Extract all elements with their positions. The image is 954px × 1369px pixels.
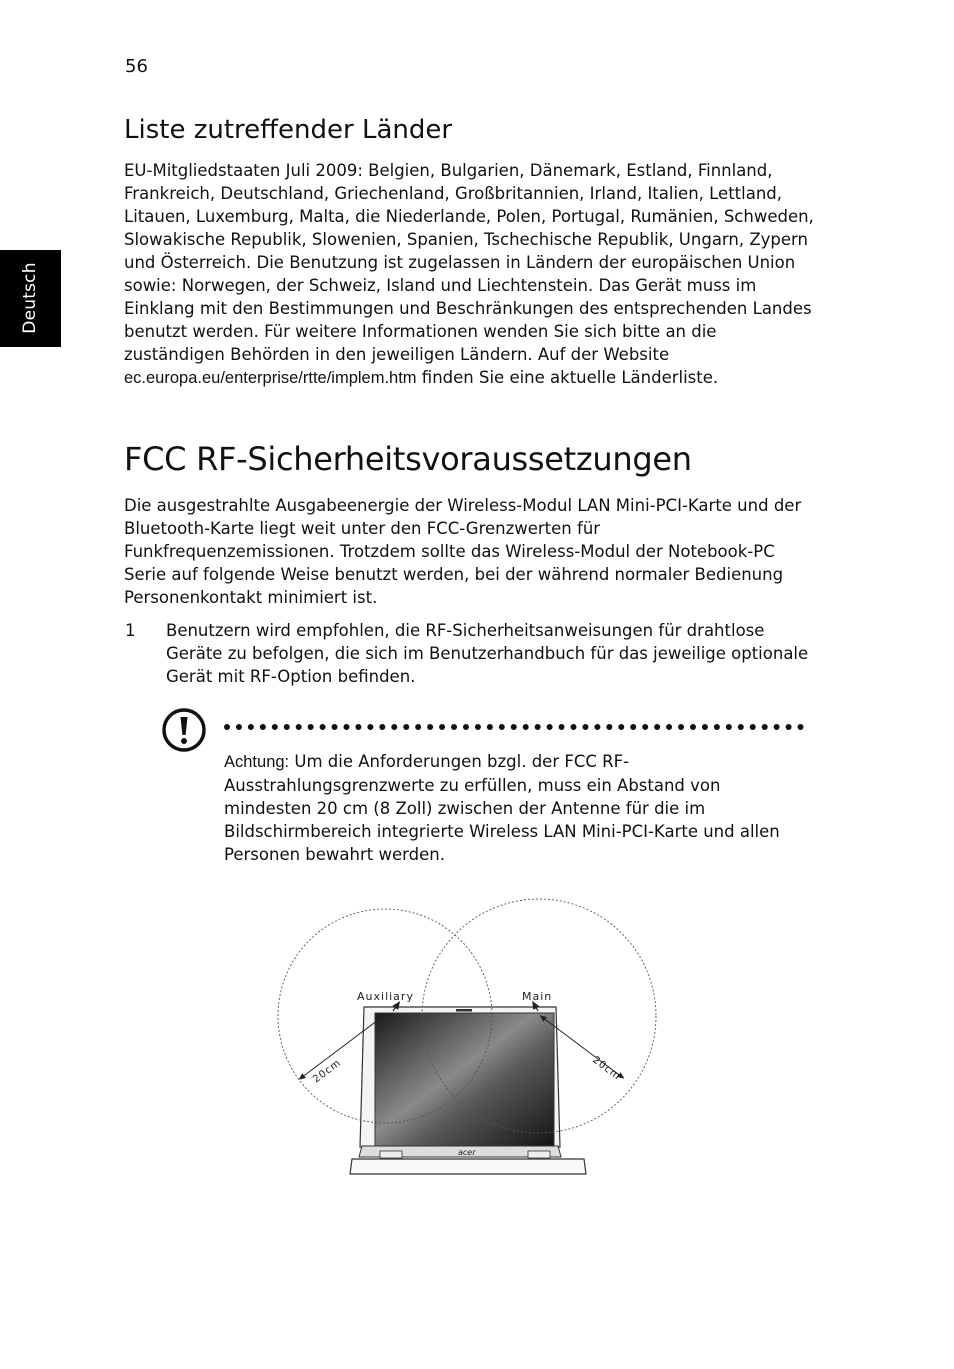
distance-label-left: 20cm — [311, 1057, 344, 1086]
side-tab-label: Deutsch — [20, 262, 40, 334]
note-paragraph — [224, 750, 794, 866]
main-label: Main — [522, 990, 553, 1003]
country-list-text-end: finden Sie eine aktuelle Länderliste. — [416, 368, 719, 387]
auxiliary-label: Auxiliary — [357, 990, 414, 1003]
antenna-distance-diagram — [270, 885, 670, 1185]
note-text: Um die Anforderungen bzgl. der FCC RF-Ausstrahlungsgrenzwerte zu erfüllen, muss ein Abstand von mindesten 20 cm (8 Zoll) zwischen der Antenne für die im Bildschirmbereich integrierte Wireless LAN Mini-PCI-Karte und allen Personen bewahrt werden. — [224, 752, 780, 864]
fcc-intro-paragraph: Die ausgestrahlte Ausgabeenergie der Wireless-Modul LAN Mini-PCI-Karte und der Bluetooth-Karte liegt weit unter den FCC-Grenzwerten für Funkfrequenzemissionen. Trotzdem sollte das Wireless-Modul der Notebook-PC Serie auf folgende Weise benutzt werden, bei der während normaler Bedienung Personenkontakt minimiert ist. — [124, 496, 802, 607]
country-list-text: EU-Mitgliedstaaten Juli 2009: Belgien, Bulgarien, Dänemark, Estland, Finnland, Frankreich, Deutschland, Griechenland, Großbritannien, Irland, Italien, Lettland, Litauen, Luxemburg, Malta, die Niederlande, Polen, Portugal, Rumänien, Schweden, Slowakische Republik, Slowenien, Spanien, Tschechische Republik, Ungarn, Zypern und Österreich. Die Benutzung ist zugelassen in Ländern der europäischen Union sowie: Norwegen, der Schweiz, Island und Liechtenstein. Das Gerät muss im Einklang mit den Bestimmungen und Beschränkungen des entsprechenden Landes benutzt werden. Für weitere Informationen wenden Sie sich bitte an die zuständigen Behörden in den jeweiligen Ländern. Auf der Website — [124, 161, 814, 364]
heading-fcc-rf: FCC RF-Sicherheitsvoraussetzungen — [124, 440, 692, 478]
country-list-paragraph — [124, 159, 814, 390]
acer-logo: acer — [458, 1148, 476, 1157]
list-item-text: Benutzern wird empfohlen, die RF-Sicherheitsanweisungen für drahtlose Geräte zu befolgen, die sich im Benutzerhandbuch für das jeweilige optionale Gerät mit RF-Option befinden. — [166, 621, 809, 686]
warning-icon — [160, 706, 208, 754]
page-number: 56 — [125, 56, 148, 77]
language-side-tab — [0, 250, 61, 347]
note-divider — [224, 724, 804, 730]
heading-country-list: Liste zutreffender Länder — [124, 115, 453, 145]
list-item-number: 1 — [125, 621, 136, 640]
distance-label-right: 20cm — [590, 1054, 623, 1083]
note-label: Achtung: — [224, 753, 290, 771]
eu-website-link[interactable]: ec.europa.eu/enterprise/rtte/implem.htm — [124, 369, 417, 387]
